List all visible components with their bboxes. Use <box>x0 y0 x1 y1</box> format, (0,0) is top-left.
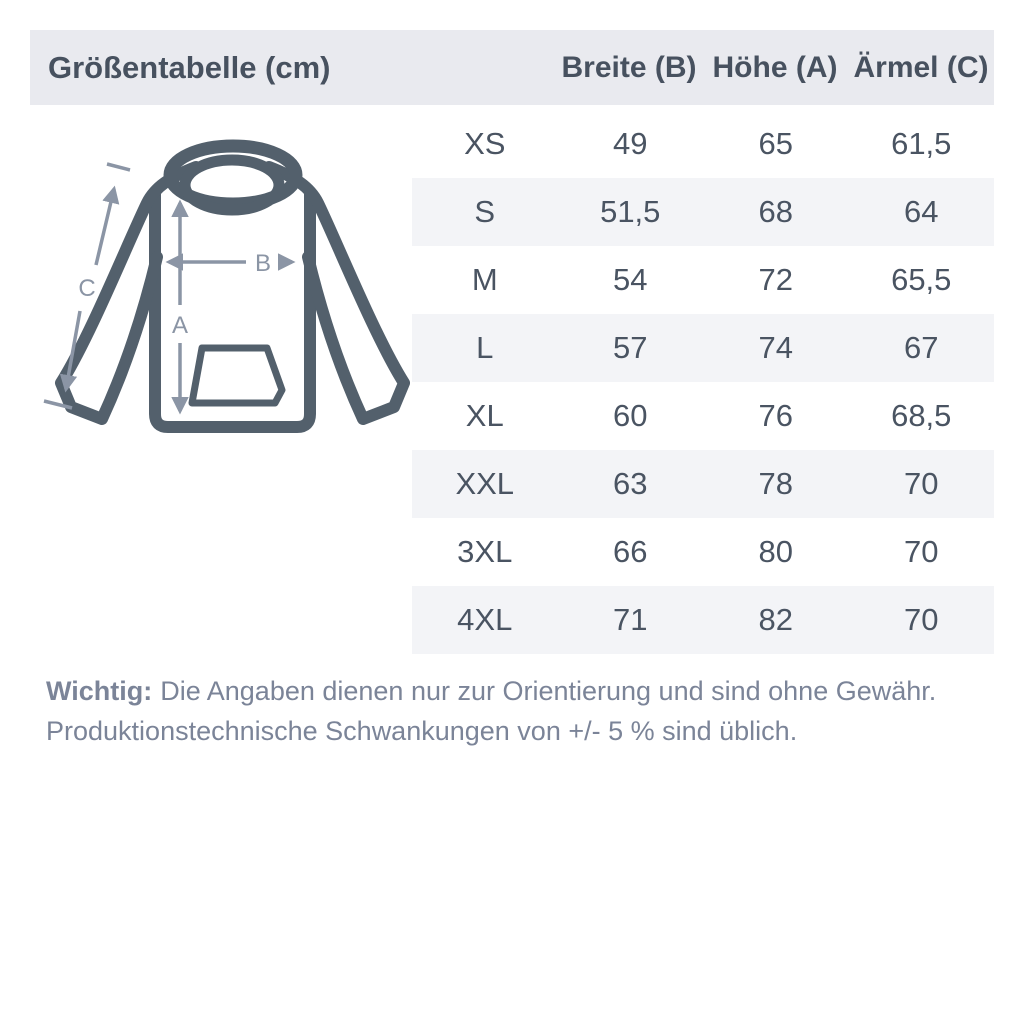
disclaimer-note <box>46 671 976 751</box>
note-line1: Die Angaben dienen nur zur Orientierung und sind ohne Gewähr. <box>160 676 937 706</box>
size-cell: M <box>471 262 498 297</box>
table-row <box>412 110 994 178</box>
table-header <box>30 30 994 105</box>
size-table <box>412 110 994 654</box>
breite-cell: 71 <box>613 602 648 637</box>
size-cell: L <box>476 330 494 365</box>
breite-cell: 54 <box>613 262 648 297</box>
size-cell: XL <box>465 398 504 433</box>
breite-cell: 51,5 <box>600 194 661 229</box>
aermel-cell: 68,5 <box>891 398 952 433</box>
hoehe-cell: 74 <box>758 330 793 365</box>
table-row <box>412 586 994 654</box>
hoehe-cell: 80 <box>758 534 793 569</box>
dim-label-a: A <box>171 312 189 339</box>
hoehe-cell: 68 <box>758 194 793 229</box>
hoodie-measurement-diagram <box>30 115 410 460</box>
aermel-cell: 70 <box>904 602 939 637</box>
table-row <box>412 382 994 450</box>
aermel-cell: 70 <box>904 534 939 569</box>
dim-tick-c-top <box>107 164 130 170</box>
breite-cell: 57 <box>613 330 648 365</box>
note-line2: Produktionstechnische Schwankungen von +/- 5 % sind üblich. <box>46 716 798 746</box>
aermel-cell: 67 <box>904 330 939 365</box>
table-row <box>412 518 994 586</box>
note-label: Wichtig: <box>46 676 153 706</box>
aermel-cell: 70 <box>904 466 939 501</box>
hoodie-pocket <box>192 348 282 403</box>
size-cell: 3XL <box>457 534 513 569</box>
size-cell: S <box>474 194 496 229</box>
size-cell: 4XL <box>457 602 513 637</box>
aermel-cell: 65,5 <box>891 262 952 297</box>
page-title: Größentabelle (cm) <box>48 49 331 85</box>
table-row <box>412 178 994 246</box>
dim-label-c: C <box>78 275 96 302</box>
hoehe-cell: 76 <box>758 398 793 433</box>
column-header-aermel: Ärmel (C) <box>853 50 989 84</box>
table-row <box>412 314 994 382</box>
breite-cell: 49 <box>613 126 648 161</box>
aermel-cell: 61,5 <box>891 126 952 161</box>
breite-cell: 60 <box>613 398 648 433</box>
column-header-hoehe: Höhe (A) <box>712 50 838 84</box>
dim-arrow-c-up <box>96 189 114 265</box>
breite-cell: 63 <box>613 466 648 501</box>
hoodie-sleeve-right <box>269 167 404 419</box>
size-cell: XS <box>464 126 506 161</box>
table-row <box>412 246 994 314</box>
size-cell: XXL <box>455 466 515 501</box>
column-header-breite: Breite (B) <box>561 50 697 84</box>
dim-label-b: B <box>254 250 272 277</box>
hoehe-cell: 78 <box>758 466 793 501</box>
aermel-cell: 64 <box>904 194 939 229</box>
hoehe-cell: 82 <box>758 602 793 637</box>
hoehe-cell: 72 <box>758 262 793 297</box>
hoehe-cell: 65 <box>758 126 793 161</box>
table-row <box>412 450 994 518</box>
breite-cell: 66 <box>613 534 648 569</box>
